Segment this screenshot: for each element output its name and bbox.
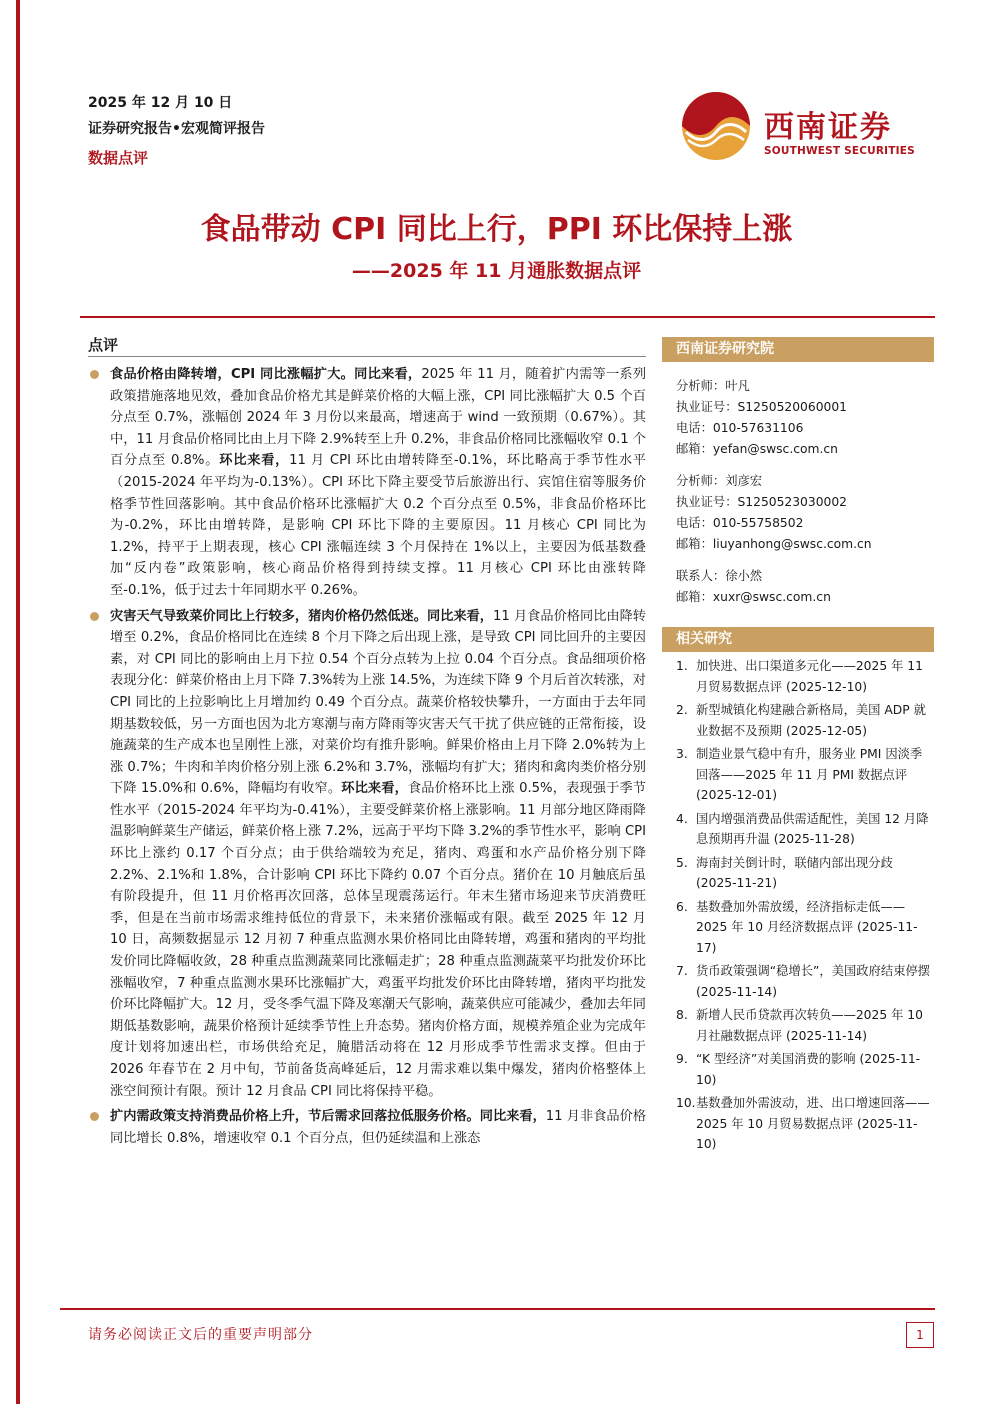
- footer-divider: [60, 1308, 935, 1310]
- analyst-email: 邮箱：yefan@swsc.com.cn: [676, 442, 838, 456]
- paragraph-text: 2025 年 11 月，随着扩内需等一系列政策措施落地见效，叠加食品价格尤其是鲜菜价格的大幅上涨，CPI 同比涨幅扩大 0.5 个百分点至 0.7%，涨幅创 2024 年 3 月份以来最高，增速高于 wind 一致预期（0.67%）。其中，11 月食品价格同比由上月下降 2.9%转至上升 0.2%，非食品价格同比涨幅收窄 0.1 个百分点至 0.8%。: [110, 367, 647, 469]
- related-item[interactable]: [676, 897, 934, 959]
- report-title: 食品带动 CPI 同比上行，PPI 环比保持上涨: [200, 212, 793, 247]
- related-item-text: 基数叠加外需放缓，经济指标走低——2025 年 10 月经济数据点评 (2025-11-17): [696, 899, 918, 955]
- body-column: [88, 364, 646, 1153]
- footer-disclaimer: 请务必阅读正文后的重要声明部分: [88, 1327, 313, 1343]
- related-item[interactable]: [676, 1093, 934, 1155]
- logo-emblem-icon: [678, 88, 754, 164]
- paragraph-subhead: 环比来看，: [341, 781, 408, 797]
- paragraph-text: 11 月 CPI 环比由增转降至-0.1%，环比略高于季节性水平（2015-2024 年平均为-0.13%）。CPI 环比下降主要受节后旅游出行、宾馆住宿等服务价格季节性回落影响。其中食品价格环比涨幅扩大 0.2 个百分点至 0.5%，非食品价格环比为-0.2%，环比由增转降，是影响 CPI 环比下降的主要原因。11 月核心 CPI 同比为 1.2%，持平于上期表现，核心 CPI 涨幅连续 3 个月保持在 1%以上，主要因为低基数叠加“反内卷”政策影响，核心商品价格得到持续支撑。11 月核心 CPI 环比由涨转降至-0.1%，低于过去十年同期水平 0.26%。: [110, 453, 646, 598]
- paragraph-text: 11 月食品价格同比由降转增至 0.2%，食品价格同比在连续 8 个月下降之后出现上涨，是导致 CPI 同比回升的主要因素，对 CPI 同比的影响由上月下拉 0.54 个百分点转为上拉 0.04 个百分点。食品细项价格表现分化：鲜菜价格由上月下降 7.3%转为上涨 14.5%，为连续下降 9 个月后首次转涨，对 CPI 同比的上拉影响比上月增加约 0.49 个百分点。蔬菜价格较快攀升，一方面由于去年同期基数较低，另一方面也因为北方寒潮与南方降雨等灾害天气干扰了供应链的正常衔接，设施蔬菜的生产成本也呈刚性上涨，对菜价均有推升影响。鲜果价格由上月下降 2.0%转为上涨 0.7%；牛肉和羊肉价格分别上涨 6.2%和 3.7%，涨幅均有扩大；猪肉和禽肉类价格分别下降 15.0%和 0.6%，降幅均有收窄。: [110, 608, 646, 797]
- logo-name-cn: 西南证券: [764, 110, 892, 145]
- related-item-text: 货币政策强调“稳增长”，美国政府结束停摆 (2025-11-14): [696, 964, 931, 999]
- related-item-text: 新型城镇化构建融合新格局，美国 ADP 就业数据不及预期 (2025-12-05): [696, 703, 926, 738]
- related-item-number: 9.: [676, 1052, 688, 1066]
- related-item[interactable]: [676, 1049, 934, 1090]
- related-item-number: 4.: [676, 811, 688, 826]
- company-logo: [678, 88, 928, 163]
- analyst-cert: 执业证号：S1250520060001: [676, 400, 847, 414]
- sidebar-related-band: [662, 627, 934, 652]
- paragraph-cpi: [88, 364, 646, 602]
- bullet-icon: [90, 1112, 99, 1121]
- related-item-number: 5.: [676, 855, 688, 870]
- paragraph-lead: 食品价格由降转增，CPI 同比涨幅扩大。: [110, 367, 355, 382]
- related-item-text: 国内增强消费品供需适配性，美国 12 月降息预期再升温 (2025-11-28): [696, 811, 929, 846]
- bullet-icon: [90, 612, 99, 621]
- page-number: 1: [906, 1322, 934, 1348]
- report-date: 2025 年 12 月 10 日: [88, 95, 233, 111]
- related-item-text: 基数叠加外需波动，进、出口增速回落——2025 年 10 月贸易数据点评 (2025-11-10): [696, 1096, 930, 1151]
- paragraph-subhead: 同比来看，: [354, 367, 422, 382]
- paragraph-subhead: 同比来看，: [426, 608, 493, 624]
- related-item-text: “K 型经济”对美国消费的影响 (2025-11-10): [696, 1052, 921, 1087]
- analyst-name: 分析师：叶凡: [676, 379, 750, 393]
- paragraph-lead: 扩内需政策支持消费品价格上升，节后需求回落拉低服务价格。: [110, 1109, 480, 1125]
- related-item-number: 10.: [676, 1096, 696, 1110]
- paragraph-food: [88, 606, 646, 1103]
- logo-name-en: SOUTHWEST SECURITIES: [764, 145, 915, 157]
- report-type: 证券研究报告•宏观简评报告: [88, 121, 265, 137]
- report-subtitle: ——2025 年 11 月通胀数据点评: [351, 260, 642, 282]
- related-item-number: 1.: [676, 659, 688, 673]
- related-item[interactable]: [676, 853, 934, 894]
- related-item-text: 制造业景气稳中有升，服务业 PMI 因淡季回落——2025 年 11 月 PMI 数据点评 (2025-12-01): [696, 747, 923, 802]
- related-item-number: 6.: [676, 899, 688, 914]
- paragraph-subhead: 同比来看，: [479, 1109, 546, 1125]
- analyst-name: 分析师：刘彦宏: [676, 474, 763, 488]
- report-category: 数据点评: [88, 149, 149, 167]
- related-heading: 相关研究: [662, 627, 934, 652]
- bullet-icon: [90, 370, 99, 379]
- related-item[interactable]: [676, 961, 934, 1002]
- related-item-text: 加快进、出口渠道多元化——2025 年 11 月贸易数据点评 (2025-12-10): [696, 659, 923, 694]
- related-item[interactable]: [676, 656, 934, 697]
- analyst-phone: 电话：010-57631106: [676, 421, 804, 435]
- section-divider: [88, 356, 646, 357]
- related-item[interactable]: [676, 744, 934, 806]
- related-item-number: 3.: [676, 747, 688, 761]
- related-item[interactable]: [676, 809, 934, 850]
- analyst-phone: 电话：010-55758502: [676, 516, 804, 530]
- paragraph-text: 食品价格环比上涨 0.5%，表现强于季节性水平（2015-2024 年平均为-0.41%），主要受鲜菜价格上涨影响。11 月部分地区降雨降温影响鲜菜生产储运，鲜菜价格上涨 7.2%，远高于平均下降 3.2%的季节性水平，影响 CPI 环比上涨约 0.17 个百分点；由于供给端较为充足，猪肉、鸡蛋和水产品价格分别下降 2.2%、2.1%和 1.8%，合计影响 CPI 环比下降约 0.07 个百分点。猪价在 10 月触底后虽有阶段提升，但 11 月价格再次回落，总体呈现震荡运行。年末生猪市场迎来节庆消费旺季，但是在当前市场需求维持低位的背景下，未来猪价涨幅或有限。截至 2025 年 12 月 10 日，高频数据显示 12 月初 7 种重点监测水果价格同比由降转增，鸡蛋和猪肉的平均批发价同比降幅收敛，28 种重点监测蔬菜同比涨幅走扩；28 种重点监测蔬菜平均批发价环比涨幅收窄，7 种重点监测水果环比涨幅扩大，鸡蛋平均批发价环比由降转增，猪肉平均批发价环比降幅扩大。12 月，受冬季气温下降及寒潮天气影响，蔬菜供应可能减少，叠加去年同期低基数影响，蔬果价格预计延续季节性上升态势。猪肉价格方面，规模养殖企业为完成年度计划将加速出栏，市场供给充足，腌腊活动将在 12 月形成季节性需求支撑。但由于 2026 年春节在 2 月中旬，节前备货高峰延后，12 月需求难以集中爆发，猪肉价格整体上涨空间预计有限。预计 12 月食品 CPI 同比将保持平稳。: [110, 781, 646, 1099]
- related-item[interactable]: [676, 700, 934, 741]
- related-item[interactable]: [676, 1005, 934, 1046]
- related-item-number: 7.: [676, 964, 688, 978]
- paragraph-nonfood: [88, 1106, 646, 1149]
- related-item-number: 8.: [676, 1008, 688, 1022]
- paragraph-text: 11 月非食品价格同比增长 0.8%，增速收窄 0.1 个百分点，但仍延续温和上涨态: [110, 1109, 647, 1146]
- title-divider: [80, 316, 935, 318]
- contact-email: 邮箱：xuxr@swsc.com.cn: [676, 590, 831, 604]
- related-item-text: 海南封关倒计时，联储内部出现分歧 (2025-11-21): [696, 855, 893, 890]
- analyst-contacts: [676, 376, 934, 608]
- analyst-cert: 执业证号：S1250523030002: [676, 495, 847, 509]
- analyst-email: 邮箱：liuyanhong@swsc.com.cn: [676, 537, 872, 551]
- section-heading: 点评: [88, 336, 119, 354]
- related-item-number: 2.: [676, 703, 688, 717]
- related-item-text: 新增人民币贷款再次转负——2025 年 10 月社融数据点评 (2025-11-14): [696, 1008, 923, 1043]
- institute-heading: 西南证券研究院: [662, 337, 934, 362]
- paragraph-lead: 灾害天气导致菜价同比上行较多，猪肉价格仍然低迷。: [110, 608, 427, 624]
- contact-name: 联系人：徐小然: [676, 569, 763, 583]
- sidebar-institute-band: [662, 337, 934, 362]
- related-research-list: [676, 656, 934, 1158]
- paragraph-subhead: 环比来看，: [219, 453, 290, 469]
